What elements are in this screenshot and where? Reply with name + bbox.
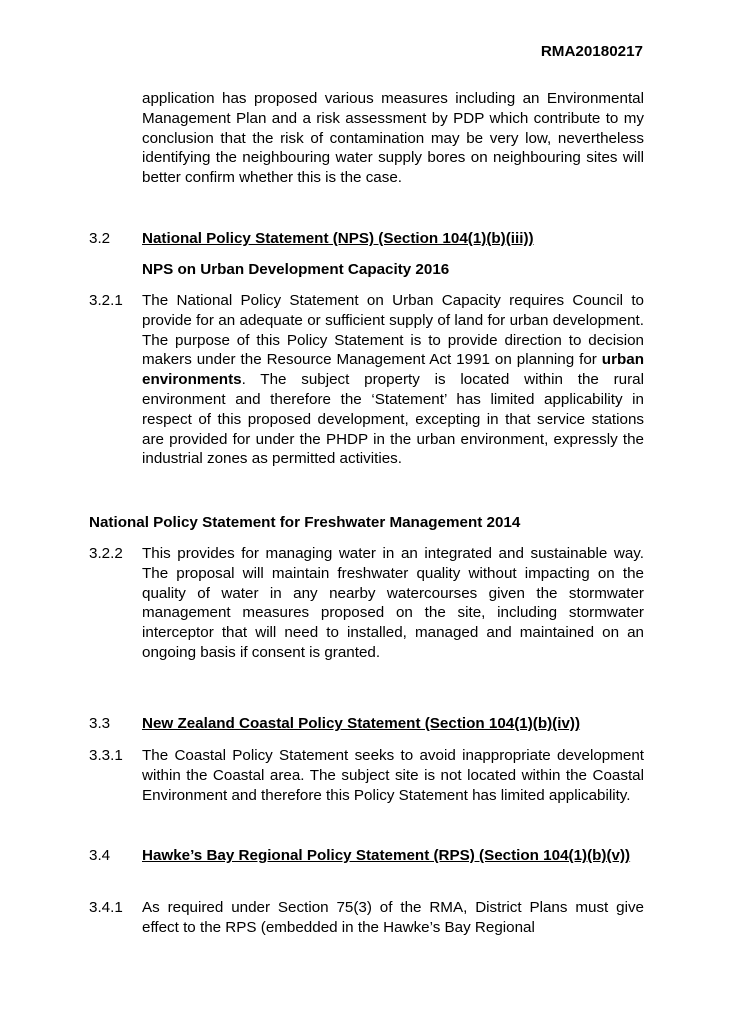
section-heading-3-3: New Zealand Coastal Policy Statement (Section 104(1)(b)(iv)) bbox=[142, 715, 581, 732]
paragraph-3-3-1: The Coastal Policy Statement seeks to avoid inappropriate development within the Coastal area. The subject site is not located within the Coastal Environment and therefore this Policy Statement has limited applicability. bbox=[142, 747, 644, 804]
subheading-nps-urban: NPS on Urban Development Capacity 2016 bbox=[142, 261, 450, 278]
section-number-3-4: 3.4 bbox=[89, 847, 111, 864]
paragraph-3-2-1-text-part2: . The subject property is located within the rural environment and therefore the ‘Statement’ has limited applicability in respect of this proposed development, excepting in that service stations are provided for under the PHDP in the urban environment, expressly the industrial zones as permitted activities. bbox=[142, 371, 644, 468]
section-number-3-2: 3.2 bbox=[89, 230, 111, 247]
section-number-3-3-1: 3.3.1 bbox=[89, 747, 123, 764]
section-heading-3-2: National Policy Statement (NPS) (Section 104(1)(b)(iii)) bbox=[142, 230, 534, 247]
section-number-3-3: 3.3 bbox=[89, 715, 111, 732]
paragraph-3-2-1-bold-term: urban environments bbox=[142, 351, 644, 389]
paragraph-3-2-2: This provides for managing water in an integrated and sustainable way. The proposal will maintain freshwater quality without impacting on the quality of water in any nearby watercourses given the stormwater management measures proposed on the site, including stormwater interceptor that will need to installed, managed and maintained on an ongoing basis if consent is granted. bbox=[142, 545, 644, 661]
paragraph-3-2-1 bbox=[142, 291, 644, 469]
section-number-3-2-1: 3.2.1 bbox=[89, 292, 123, 309]
section-number-3-2-2: 3.2.2 bbox=[89, 545, 123, 562]
document-reference: RMA20180217 bbox=[540, 43, 643, 60]
paragraph-3-2-1-text-part1: The National Policy Statement on Urban Capacity requires Council to provide for an adequate or sufficient supply of land for urban development. The purpose of this Policy Statement is to provide direction to decision makers under the Resource Management Act 1991 on planning for bbox=[142, 292, 644, 369]
heading-freshwater-management: National Policy Statement for Freshwater Management 2014 bbox=[89, 514, 521, 531]
section-heading-3-4: Hawke’s Bay Regional Policy Statement (RPS) (Section 104(1)(b)(v)) bbox=[142, 847, 631, 864]
section-number-3-4-1: 3.4.1 bbox=[89, 899, 123, 916]
paragraph-3-4-1: As required under Section 75(3) of the RMA, District Plans must give effect to the RPS (embedded in the Hawke’s Bay Regional bbox=[142, 899, 644, 936]
continuation-paragraph: application has proposed various measures including an Environmental Management Plan and a risk assessment by PDP which contribute to my conclusion that the risk of contamination may be very low, nevertheless identifying the neighbouring water supply bores on neighbouring sites will better confirm whether this is the case. bbox=[142, 90, 644, 187]
